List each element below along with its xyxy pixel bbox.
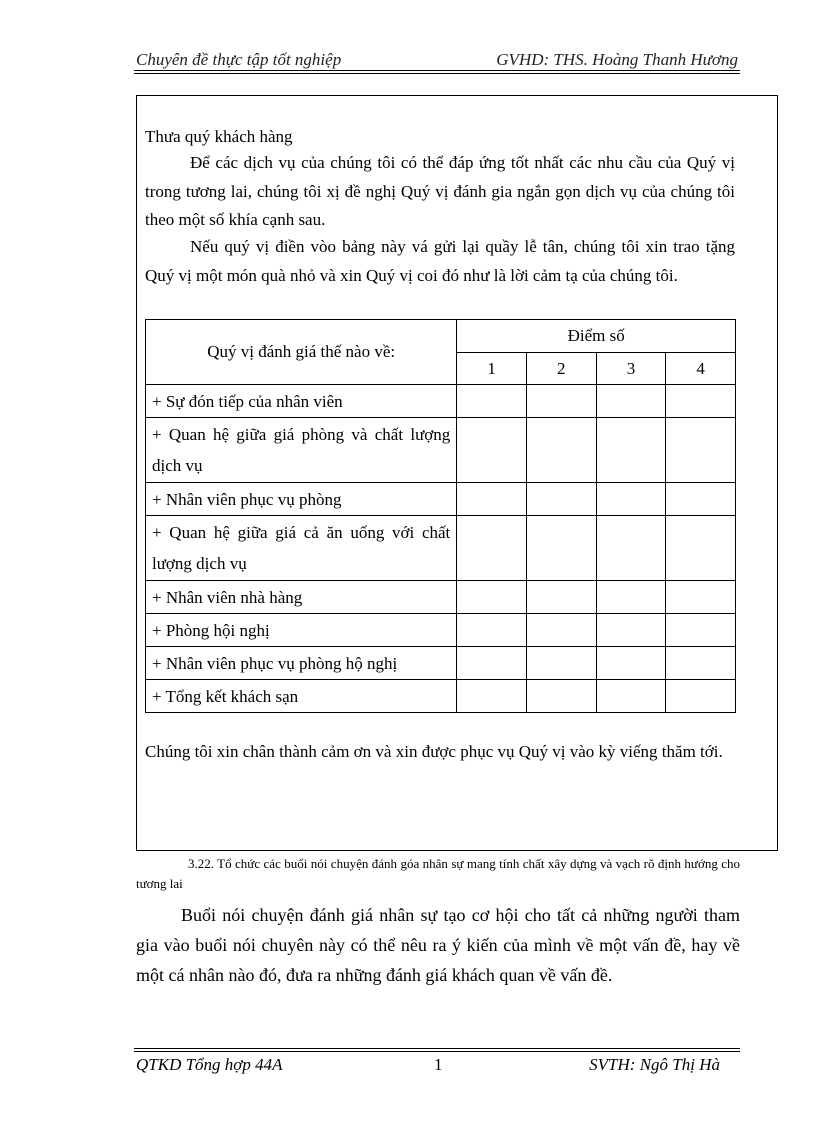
score-column-header: Điểm số — [457, 320, 736, 353]
rating-cell[interactable] — [457, 483, 527, 516]
rating-cell[interactable] — [666, 647, 736, 680]
page-header — [134, 48, 740, 74]
header-advisor: GVHD: THS. Hoàng Thanh Hương — [496, 50, 738, 69]
header-rule-double — [134, 73, 740, 74]
table-row — [146, 614, 736, 647]
rating-cell[interactable] — [666, 418, 736, 483]
header-course-title: Chuyên đề thực tập tốt nghiệp — [136, 50, 342, 69]
rating-cell[interactable] — [526, 418, 596, 483]
rating-cell[interactable] — [526, 647, 596, 680]
section-caption: 3.22. Tổ chức các buổi nói chuyện đánh góa nhân sự mang tính chất xây dựng và vạch rõ định hướng cho tương lai — [136, 856, 740, 891]
rating-cell[interactable] — [666, 614, 736, 647]
rating-cell[interactable] — [596, 516, 666, 581]
score-label-4: 4 — [666, 353, 736, 385]
rating-cell[interactable] — [666, 581, 736, 614]
rating-cell[interactable] — [457, 581, 527, 614]
header-rule — [134, 70, 740, 71]
rating-cell[interactable] — [457, 647, 527, 680]
footer-rule — [134, 1048, 740, 1049]
question-cell: + Nhân viên phục vụ phòng hộ nghị — [146, 647, 457, 680]
score-label-3: 3 — [596, 353, 666, 385]
table-row — [146, 581, 736, 614]
table-row — [146, 680, 736, 713]
rating-cell[interactable] — [596, 680, 666, 713]
table-row — [146, 647, 736, 680]
rating-cell[interactable] — [666, 516, 736, 581]
table-row — [146, 516, 736, 581]
rating-cell[interactable] — [457, 418, 527, 483]
survey-offer: Nếu quý vị điền vòo bảng này vá gửi lại quầy lễ tân, chúng tôi xin trao tặng Quý vị một món quà nhỏ và xin Quý vị coi đó như là lời cảm tạ của chúng tôi. — [145, 237, 735, 285]
question-cell: + Quan hệ giữa giá cả ăn uống với chất lượng dịch vụ — [146, 516, 457, 581]
rating-cell[interactable] — [596, 614, 666, 647]
rating-cell[interactable] — [526, 680, 596, 713]
question-cell: + Sự đón tiếp của nhân viên — [146, 385, 457, 418]
rating-cell[interactable] — [526, 581, 596, 614]
rating-cell[interactable] — [526, 516, 596, 581]
footer-student: SVTH: Ngô Thị Hà — [589, 1055, 720, 1074]
score-label-2: 2 — [526, 353, 596, 385]
question-cell: + Nhân viên nhà hàng — [146, 581, 457, 614]
rating-table — [145, 319, 736, 713]
survey-closing: Chúng tôi xin chân thành cảm ơn và xin được phục vụ Quý vị vào kỳ viếng thăm tới. — [145, 742, 723, 761]
survey-greeting: Thưa quý khách hàng — [145, 127, 293, 146]
question-cell: + Tổng kết khách sạn — [146, 680, 457, 713]
rating-cell[interactable] — [526, 614, 596, 647]
rating-cell[interactable] — [457, 614, 527, 647]
question-column-header: Quý vị đánh giá thế nào về: — [146, 320, 457, 385]
section-body: Buổi nói chuyện đánh giá nhân sự tạo cơ hội cho tất cả những người tham gia vào buổi nói chuyên này có thể nêu ra ý kiến của mình về một vấn đề, hay về một cá nhân nào đó, đưa ra những đánh giá khách quan về vấn đề. — [136, 905, 740, 985]
survey-form-box — [136, 95, 778, 851]
survey-intro: Để các dịch vụ của chúng tôi có thể đáp ứng tốt nhất các nhu cầu của Quý vị trong tương lai, chúng tôi xị đề nghị Quý vị đánh gia ngắn gọn dịch vụ của chúng tôi theo một số khía cạnh sau. — [145, 153, 735, 229]
rating-cell[interactable] — [666, 385, 736, 418]
page-footer — [134, 1048, 740, 1078]
rating-cell[interactable] — [596, 647, 666, 680]
footer-class: QTKD Tổng hợp 44A — [136, 1055, 283, 1074]
rating-cell[interactable] — [596, 418, 666, 483]
rating-cell[interactable] — [596, 581, 666, 614]
table-row — [146, 385, 736, 418]
rating-cell[interactable] — [596, 385, 666, 418]
footer-rule-double — [134, 1051, 740, 1052]
page-number: 1 — [434, 1055, 443, 1074]
rating-cell[interactable] — [666, 680, 736, 713]
rating-cell[interactable] — [596, 483, 666, 516]
table-row — [146, 418, 736, 483]
rating-cell[interactable] — [457, 385, 527, 418]
question-cell: + Nhân viên phục vụ phòng — [146, 483, 457, 516]
rating-cell[interactable] — [457, 680, 527, 713]
question-cell: + Quan hệ giữa giá phòng và chất lượng dịch vụ — [146, 418, 457, 483]
rating-cell[interactable] — [666, 483, 736, 516]
rating-cell[interactable] — [526, 385, 596, 418]
table-row — [146, 483, 736, 516]
question-cell: + Phòng hội nghị — [146, 614, 457, 647]
rating-cell[interactable] — [457, 516, 527, 581]
rating-cell[interactable] — [526, 483, 596, 516]
score-label-1: 1 — [457, 353, 527, 385]
